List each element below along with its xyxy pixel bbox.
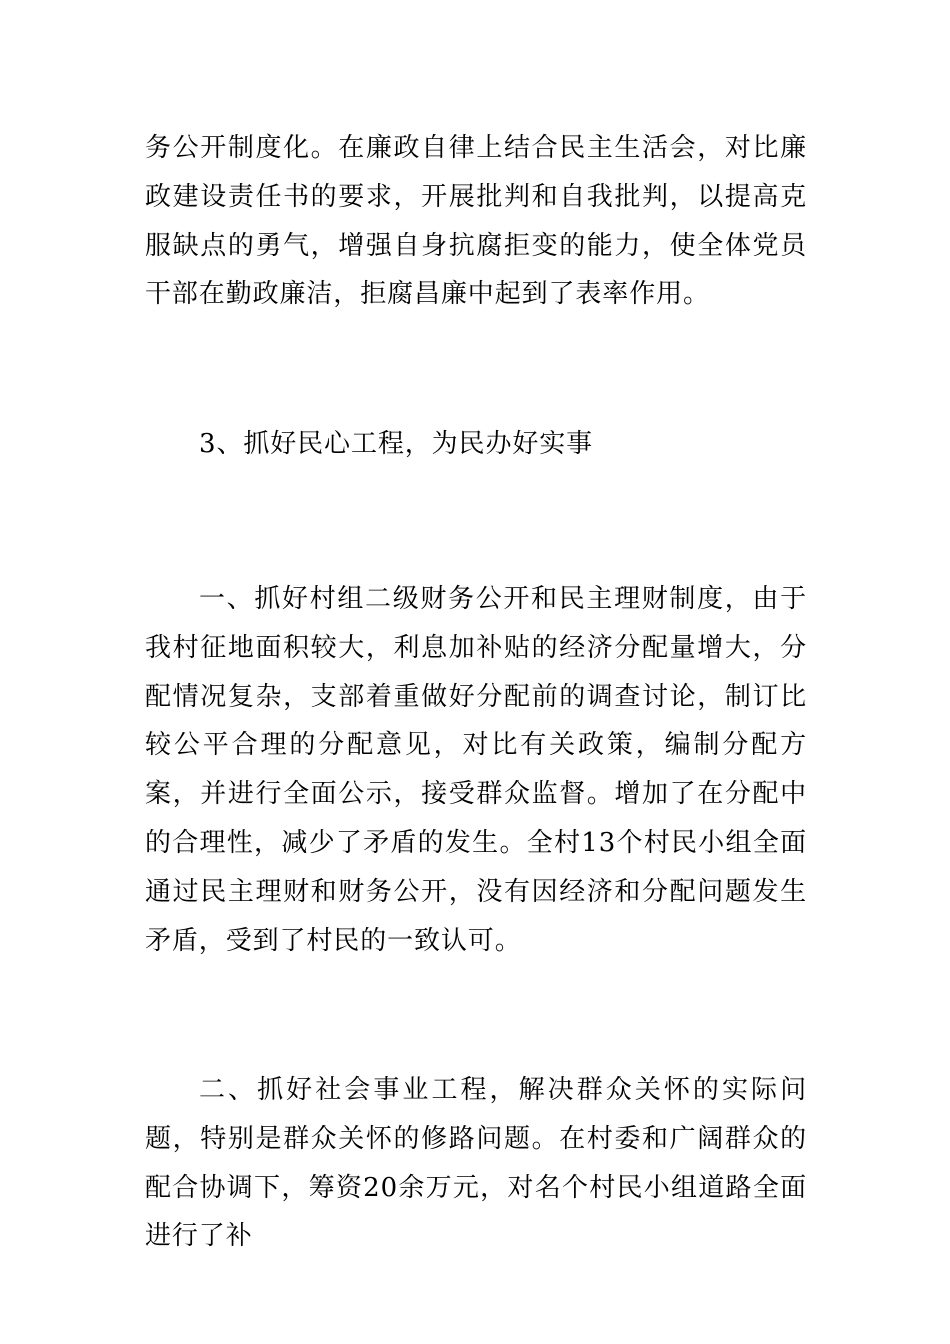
paragraph-item-one: 一、抓好村组二级财务公开和民主理财制度，由于我村征地面积较大，利息加补贴的经济分配量增大，分配情况复杂，支部着重做好分配前的调查讨论，制订比较公平合理的分配意见，对比有关政策，编制分配方案，并进行全面公示，接受群众监督。增加了在分配中的合理性，减少了矛盾的发生。全村13个村民小组全面通过民主理财和财务公开，没有因经济和分配问题发生矛盾，受到了村民的一致认可。 xyxy=(145,584,807,956)
section-heading: 3、抓好民心工程，为民办好实事 xyxy=(199,429,594,459)
paragraph-continuation: 务公开制度化。在廉政自律上结合民主生活会，对比廉政建设责任书的要求，开展批判和自我批判，以提高克服缺点的勇气，增强自身抗腐拒变的能力，使全体党员干部在勤政廉洁，拒腐昌廉中起到了表率作用。 xyxy=(145,133,807,310)
paragraph-item-two: 二、抓好社会事业工程，解决群众关怀的实际问题，特别是群众关怀的修路问题。在村委和广阔群众的配合协调下，筹资20余万元，对名个村民小组道路全面进行了补 xyxy=(145,1075,807,1252)
